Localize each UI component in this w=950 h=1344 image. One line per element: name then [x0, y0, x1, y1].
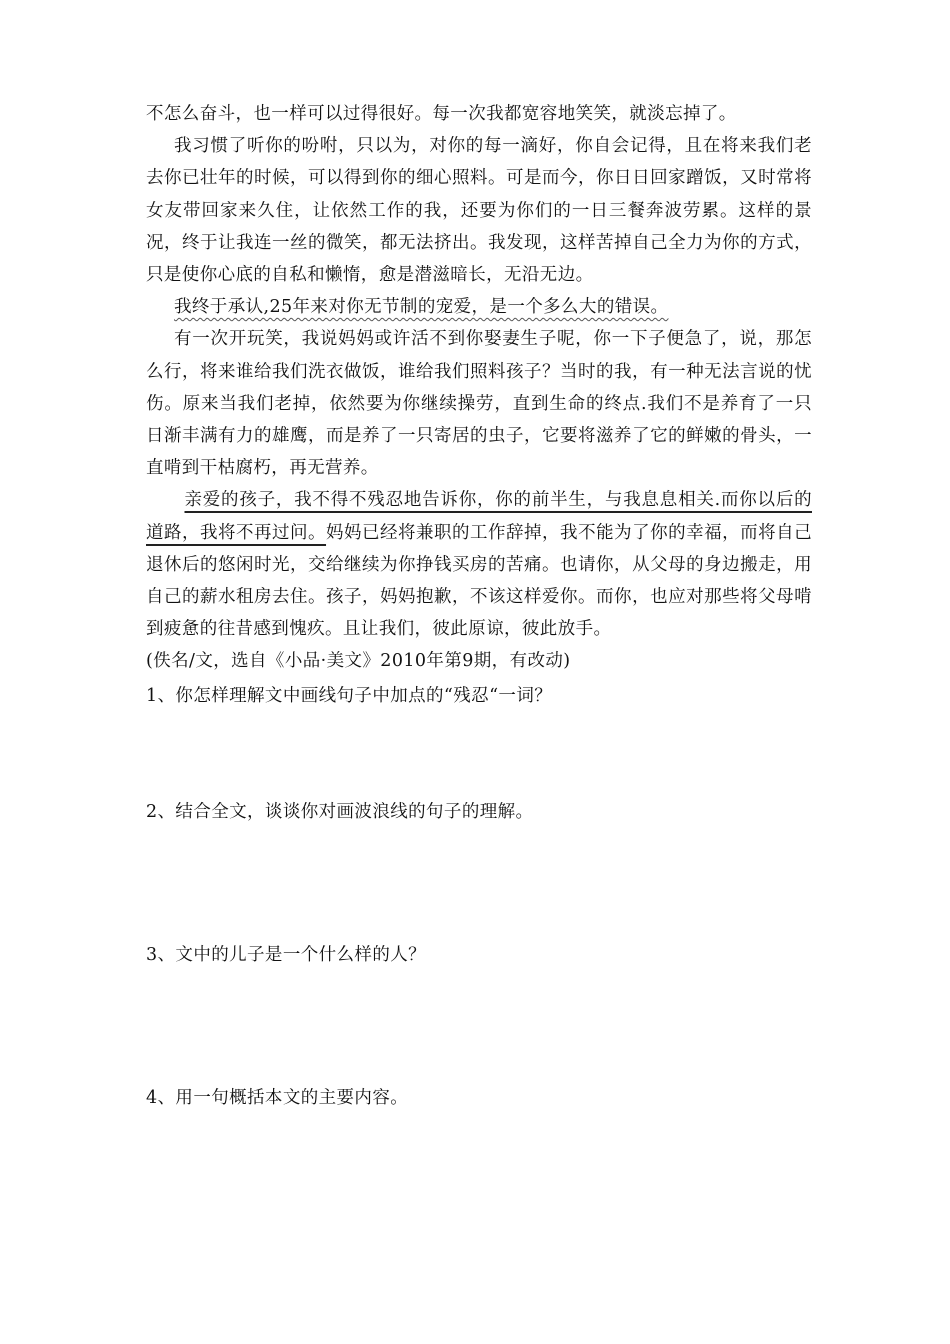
- question-4: 4、用一句概括本文的主要内容。: [146, 1088, 409, 1108]
- paragraph-3: [146, 291, 812, 323]
- source-citation: (佚名/文，选自《小品·美文》2010年第9期，有改动): [146, 651, 571, 672]
- wavy-underlined-sentence: 我终于承认,25年来对你无节制的宠爱，是一个多么大的错误。: [174, 297, 669, 318]
- paragraph-2: 我习惯了听你的吩咐，只以为，对你的每一滴好，你自会记得，且在将来我们老去你已壮年的时候，可以得到你的细心照料。可是而今，你日日回家蹭饭，又时常将女友带回家来久住，让依然工作的我，还要为你们的一日三餐奔波劳累。这样的景况，终于让我连一丝的微笑，都无法挤出。我发现，这样苦掉自己全力为你的方式，只是使你心底的自私和懒惰，愈是潜滋暗长，无沿无边。: [146, 136, 812, 286]
- question-1: 1、你怎样理解文中画线句子中加点的“残忍“一词？: [146, 686, 553, 706]
- underlined-sentence: 亲爱的孩子，我不得不残忍地告诉你，你的前半生，与我息息相关.而你以后的道路，我将不再过问。: [146, 490, 812, 543]
- paragraph-1: 不怎么奋斗，也一样可以过得很好。每一次我都宽容地笑笑，就淡忘掉了。: [146, 104, 737, 124]
- question-3: 3、文中的儿子是一个什么样的人？: [146, 945, 427, 965]
- paragraph-5: [146, 484, 812, 645]
- paragraph-4: 有一次开玩笑，我说妈妈或许活不到你娶妻生子呢，你一下子便急了，说，那怎么行，将来谁给我们洗衣做饭，谁给我们照料孩子？当时的我，有一种无法言说的忧伤。原来当我们老掉，依然要为你继续操劳，直到生命的终点.我们不是养育了一只日渐丰满有力的雄鹰，而是养了一只寄居的虫子，它要将滋养了它的鲜嫩的骨头，一直啃到干枯腐朽，再无营养。: [146, 329, 812, 479]
- reading-passage: [146, 98, 812, 678]
- paragraph-5-rest: 妈妈已经将兼职的工作辞掉，我不能为了你的幸福，而将自己退休后的悠闲时光，交给继续为你挣钱买房的苦痛。也请你，从父母的身边搬走，用自己的薪水租房去住。孩子，妈妈抱歉，不该这样爱你。而你，也应对那些将父母啃到疲惫的往昔感到愧疚。且让我们，彼此原谅，彼此放手。: [146, 522, 812, 640]
- question-2: 2、结合全文，谈谈你对画波浪线的句子的理解。: [146, 802, 534, 822]
